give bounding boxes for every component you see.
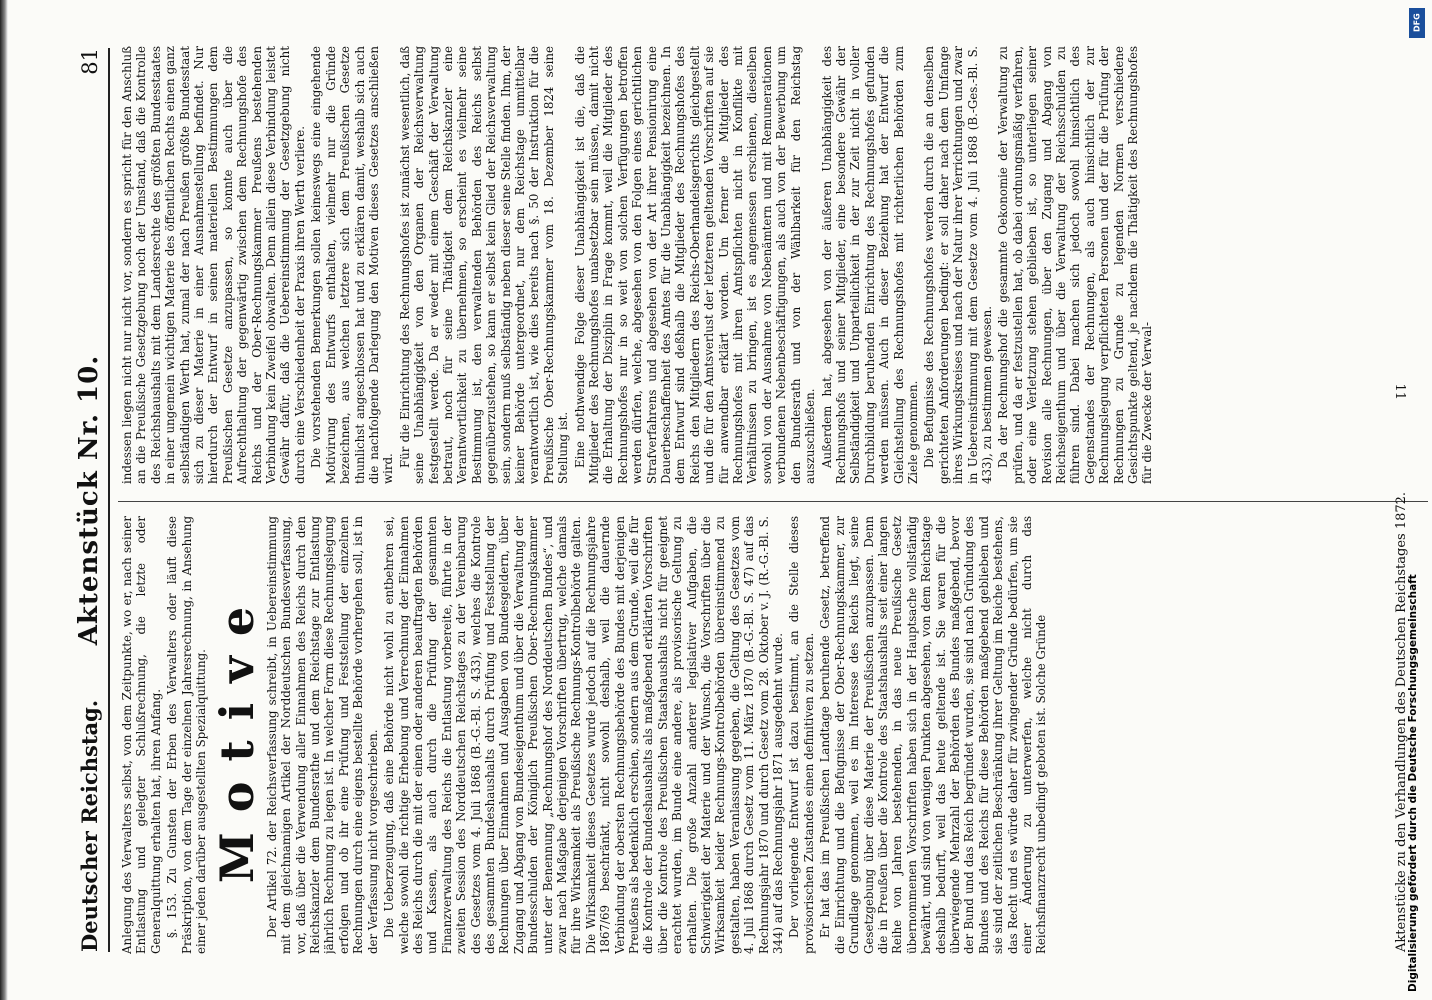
scan-edge — [0, 0, 8, 1000]
dfg-attribution — [1404, 8, 1430, 992]
left-column — [120, 516, 1420, 954]
page-header — [56, 48, 110, 952]
section-153-paragraph: §. 153. Zu Gunsten der Erben des Verwalters oder läuft diese Präskription, von dem Tage der einzelnen Jahresrechnung, in Ansehung einer jeden darüber ausgestellten Spezialquittung. — [165, 516, 209, 954]
body-paragraph: Der vorliegende Entwurf ist dazu bestimmt, an die Stelle dieses provisorischen Zustandes einen definitiven zu setzen. — [787, 516, 816, 954]
right-column — [120, 46, 1420, 484]
body-paragraph: Die Befugnisse des Rechnungshofes werden durch die an denselben gerichteten Anforderungen bedingt: er soll daher nach dem Umfange ihres Wirkungskreises und nach der Natur ihrer Verrichtungen und zwar in Uebereinstimmung mit dem Gesetze vom 4. Juli 1868 (B.-Ges.-Bl. S. 433), zu bestimmen gewesen. — [922, 46, 994, 484]
body-paragraph: Er hat das im Preußischen Landtage beruhende Gesetz, betreffend die Einrichtung und die Befugnisse der Ober-Rechnungskammer, zur Grundlage genommen, weil es im Interesse des Reichs liegt, seine Gesetzgebung über diese Materie der Preußischen anzupassen. Denn die in Preußen über die Kontrole des Staatshaushalts seit einer langen Reihe von Jahren bestehenden, in das neue Preußische Gesetz übernommenen Vorschriften haben sich in der Hauptsache vollständig bewährt, und sind von wenigen Punkten abgesehen, von dem Reichstage deshalb bedurft, weil das heute geltende ist. Sie waren für die überwiegende Mehrzahl der Behörden des Bundes maßgebend, bevor der Bund und das Reich begründet wurden, sie sind nach Gründung des Bundes und des Reichs für diese Behörden maßgebend geblieben und sie sind der zeitlichen Beschränkung ihrer Geltung im Reiche bestehens, das Recht und es würde daher für zwingender Gründe bedürfen, um sie einer Änderung zu unterwerfen, welche nicht durch das Reichsfinanzrecht unbedingt geboten ist. Solche Gründe — [818, 516, 1049, 954]
body-paragraph: Da der Rechnungshof die gesammte Oekonomie der Verwaltung zu prüfen, und da er festzustellen hat, ob dabei ordnungsmäßig verfahren, oder eine Verletzung stehen geblieben ist, so unterliegen seiner Revision alle Rechnungen, über den Zugang und Abgang von Reichseigenthum und über die Verwaltung der Reichsschulden zu führen sind. Dabei machen sich jedoch sowohl hinsichtlich des Gegenstandes der Rechnungen, als auch hinsichtlich der zur Rechnungslegung verpflichteten Personen und der für die Prüfung der Rechnungen zu Grunde zu legenden Normen verschiedene Gesichtspunkte geltend, je nachdem die Thätigkeit des Rechnungshofes für die Zwecke der Verwal- — [996, 46, 1155, 484]
intro-paragraph: Anlegung des Verwalters selbst, von dem Zeitpunkte, wo er, nach seiner Entlastung und gelegter Schlußrechnung, die letzte oder Generalquittung erhalten hat, ihren Anfang. — [120, 516, 163, 954]
header-center-title: Aktenstück Nr. 10. — [74, 354, 104, 646]
page-footer-source: Aktenstücke zu den Verhandlungen des Deutschen Reichstages 1872. — [1394, 491, 1409, 952]
dfg-logo: DFG — [1409, 8, 1425, 38]
page-number: 81 — [78, 48, 102, 75]
dfg-attribution-text: Digitalisierung gefördert durch die Deutsche Forschungsgemeinschaft — [1407, 574, 1419, 992]
body-paragraph: indessen liegen nicht nur nicht vor, sondern es spricht für den Anschluß an die Preußische Gesetzgebung noch der Umstand, daß die Kontrolle des Reichshaushalts mit dem Landesrechte des größten Bundesstaates in einer ungemein wichtigen Materie des öffentlichen Rechts einen ganz selbständigen Werth hat, zumal der nach Preußen größte Bundesstaat sich zu dieser Materie in einer Ausnahmestellung befindet. Nur hierdurch der Entwurf in seinen materiellen Bestimmungen dem Preußischen Gesetze anzupassen, so konnte auch über die Aufrechthaltung der gegenwärtig zwischen dem Rechnungshofe des Reichs und der Ober-Rechnungskammer Preußens bestehenden Verbindung kein Zweifel obwalten. Denn allein diese Verbindung leistet Gewähr dafür, daß die Uebereinstimmung der Gesetzgebung nicht durch eine Verschiedenheit der Praxis ihren Werth verliere. — [120, 46, 307, 484]
body-paragraph: Außerdem hat, abgesehen von der äußeren Unabhängigkeit des Rechnungshofs und seiner Mitglieder, eine besondere Gewähr der Selbständigkeit und Unparteilichkeit in der zur Zeit nicht in voller Durchbildung beruhenden Einrichtung des Rechnungshofes gefunden werden müssen. Auch in dieser Beziehung hat der Entwurf die Gleichstellung des Rechnungshofes mit richterlichen Behörden zum Ziele genommen. — [819, 46, 920, 484]
body-paragraph: Die vorstehenden Bemerkungen sollen keineswegs eine eingehende Motivirung des Entwurfs enthalten, vielmehr nur die Gründe bezeichnen, aus welchen letztere sich dem Preußischen Gesetze thunlichst angeschlossen hat und zu erklären damit, weshalb sich auch die nachfolgende Darlegung den Motiven dieses Gesetzes anschließen wird. — [309, 46, 396, 484]
body-paragraph: Eine nothwendige Folge dieser Unabhängigkeit ist die, daß die Mitglieder des Rechnungshofes unabsetzbar sein müssen, damit nicht die Erhaltung der Disziplin in Frage kommt, weil die Mitglieder des Rechnungshofes nur in so weit von solchen Verfügungen betroffen werden dürfen, welche, abgesehen von den Folgen eines gerichtlichen Strafverfahrens und abgesehen von der Art ihrer Pensionirung eine Dauerbeschaffenheit des Amtes für die Unabhängigkeit bezeichnen. In dem Entwurf sind deßhalb die Mitglieder des Rechnungshofes des Reichs den Mitgliedern des Reichs-Oberhandelsgerichts gleichgestellt und die für den Amtsverlust der letzteren geltenden Vorschriften auf sie für anwendbar erklärt worden. Um ferner die Mitglieder des Rechnungshofes mit ihren Amtspflichten nicht in Konflikte mit Verhältnissen zu bringen, ist es angemessen erschienen, dieselben sowohl von der Ausnahme von Nebenämtern und mit Remunerationen verbundenen Nebenbeschäftigungen, als auch von der Bewerbung um den Bundesrath und von der Wählbarkeit für den Reichstag auszuschließen. — [572, 46, 818, 484]
body-paragraph: Für die Einrichtung des Rechnungshofes ist zunächst wesentlich, daß seine Unabhängigkeit von den Organen der Reichsverwaltung festgestellt werde. Da er weder mit einem Geschäft der Verwaltung betraut, noch für seine Thätigkeit dem Reichskanzler eine Verantwortlichkeit zu übernehmen, so erscheint es vielmehr seine Bestimmung ist, den verwaltenden Behörden des Reichs selbst gegenüberzustehen, so kann er selbst kein Glied der Reichsverwaltung sein, sondern muß selbständig neben dieser seine Stelle finden. Ihm, der keiner Behörde untergeordnet, nur dem Reichstage unmittelbar verantwortlich ist, wie dies bereits nach §. 50 der Instruktion für die Preußische Ober-Rechnungskammer vom 18. Dezember 1824 seine Stellung ist. — [397, 46, 571, 484]
header-left-title: Deutscher Reichstag. — [77, 699, 102, 952]
body-paragraph: Die Ueberzeugung, daß eine Behörde nicht wohl zu entbehren sei, welche sowohl die richtige Erhebung und Verrechnung der Einnahmen des Reichs durch die mit der einen oder anderen beauftragten Behörden und Kassen, als auch durch die Prüfung der gesammten Finanzverwaltung des Reichs die Entlastung vorbereite, führte in der zweiten Session des Norddeutschen Reichstages zu der Vereinbarung des Gesetzes vom 4. Juli 1868 (B.-G.-Bl. S. 433), welches die Kontrole des gesammten Bundeshaushalts durch Prüfung und Feststellung der Rechnungen über Einnahmen und Ausgaben von Bundesgeldern, über Zugang und Abgang von Bundeseigenthum und über die Verwaltung der Bundesschulden der Königlich Preußischen Ober-Rechnungskammer unter der Benennung „Rechnungshof des Norddeutschen Bundes“, und zwar nach Maßgabe derjenigen Vorschriften übertrug, welche damals für ihre Wirksamkeit als Preußische Rechnungs-Kontrolbehörde galten. Die Wirksamkeit dieses Gesetzes wurde jedoch auf die Rechnungsjahre 1867/69 beschränkt, nicht sowohl deshalb, weil die dauernde Verbindung der obersten Rechnungsbehörde des Bundes mit derjenigen Preußens als bedenklich erschien, sondern aus dem Grunde, weil die für die Kontrole der Bundeshaushalts als maßgebend erklärten Vorschriften über die Kontrole des Preußischen Staatshaushalts nicht für geeignet erachtet wurden, im Bunde eine andere, als provisorische Geltung zu erhalten. Die große Anzahl anderer legislativer Aufgaben, die Schwierigkeit der Materie und der Wunsch, die Vorschriften über die Wirksamkeit beider Rechnungs-Kontrolbehörden übereinstimmend zu gestalten, haben Veranlassung gegeben, die Geltung des Gesetzes vom 4. Juli 1868 durch Gesetz vom 11. März 1870 (B.-G.-Bl. S. 47) auf das Rechnungsjahr 1870 und durch Gesetz vom 28. Oktober v. J. (R.-G.-Bl. S. 344) auf das Rechnungsjahr 1871 ausgedehnt wurde. — [382, 516, 786, 954]
page-footer-signature: 11 — [1392, 383, 1407, 400]
motive-heading: Motive — [210, 586, 265, 884]
column-divider — [118, 501, 1428, 502]
body-paragraph: Der Artikel 72. der Reichsverfassung schreibt, in Uebereinstimmung mit dem gleichnamigen Artikel der Norddeutschen Bundesverfassung, vor, daß über die Verwendung aller Einnahmen des Reichs durch den Reichskanzler dem Bundesrathe und dem Reichstage zur Entlastung jährlich Rechnung zu legen ist. In welcher Form diese Rechnungslegung erfolgen und ob ihr eine Prüfung und Feststellung der einzelnen Rechnungen durch eine eigens bestellte Behörde vorhergehen soll, ist in der Verfassung nicht vorgeschrieben. — [264, 516, 380, 954]
